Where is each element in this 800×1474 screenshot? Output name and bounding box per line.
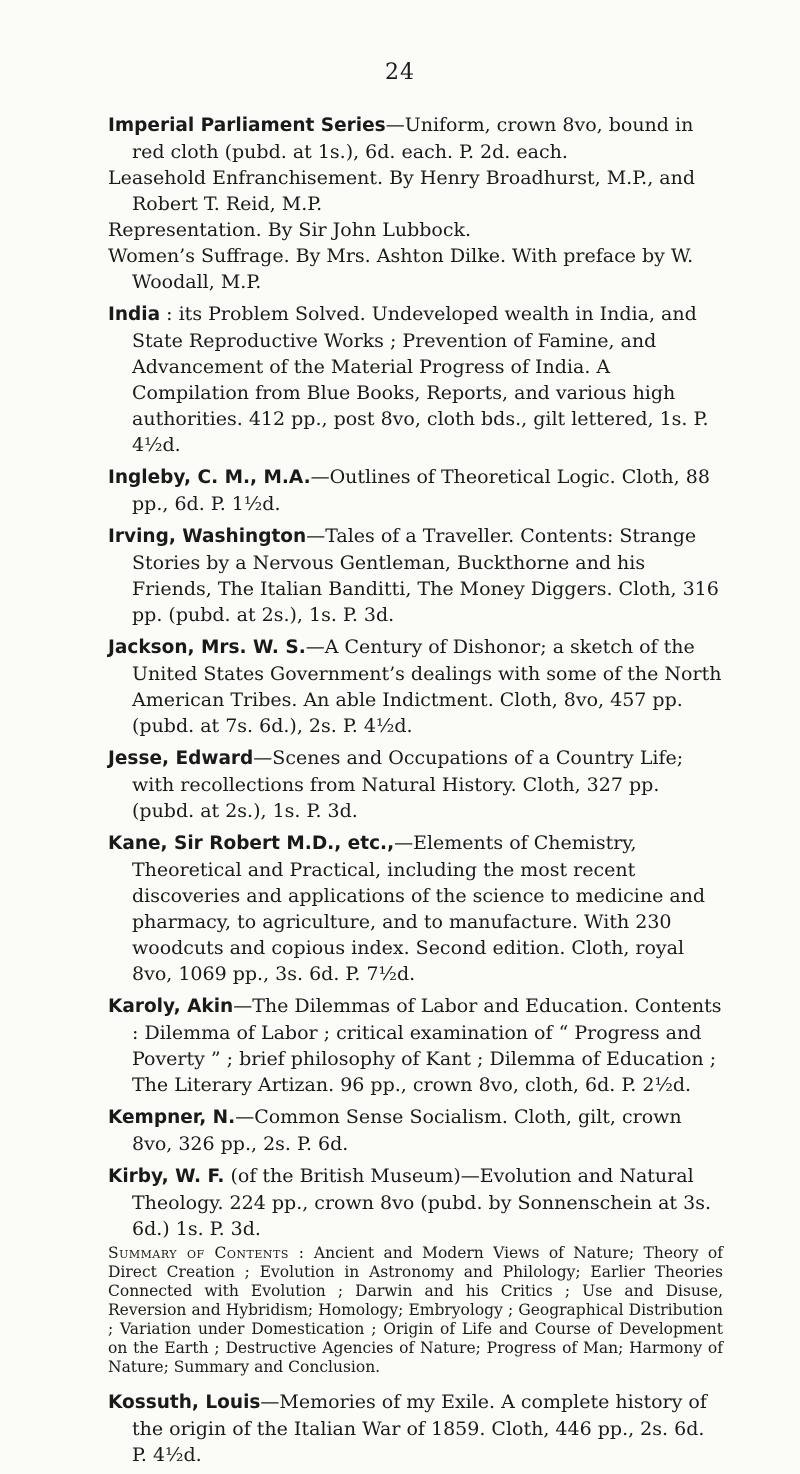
catalog-entry <box>108 634 723 739</box>
catalog-entry <box>108 1163 723 1242</box>
entry-heading: Imperial Parliament Series <box>108 115 386 136</box>
entry-heading: Jesse, Edward <box>108 748 254 769</box>
entry-text: —Outlines of Theoretical Logic. Cloth, 88 pp., 6d. P. 1½d. <box>132 466 710 515</box>
catalog-entry <box>108 112 723 295</box>
catalog-list <box>108 112 723 1474</box>
entry-heading: Karoly, Akin <box>108 996 234 1017</box>
entry-text: —A Century of Dishonor; a sketch of the United States Government’s dealings with some of the North American Tribes. An able Indictment. Cloth, 8vo, 457 pp. (pubd. at 7s. 6d.), 2s. P. 4½d. <box>132 636 722 737</box>
catalog-entry <box>108 745 723 824</box>
entry-heading: Kane, Sir Robert M.D., etc., <box>108 833 395 854</box>
entry-heading: Kirby, W. F. <box>108 1166 225 1187</box>
entry-text: —Elements of Chemistry, Theoretical and Practical, including the most recent discoveries and applications of the science to medicine and pharmacy, to agriculture, and to manufacture. With 230 woodcuts and copious index. Second edition. Cloth, royal 8vo, 1069 pp., 3s. 6d. P. 7½d. <box>132 832 706 985</box>
entry-heading: Ingleby, C. M., M.A. <box>108 467 311 488</box>
catalog-entry <box>108 830 723 987</box>
entry-text: (of the British Museum)—Evolution and Natural Theology. 224 pp., crown 8vo (pubd. by Sonnenschein at 3s. 6d.) 1s. P. 3d. <box>132 1165 711 1240</box>
entry-text: —The Dilemmas of Labor and Education. Contents : Dilemma of Labor ; critical examination of “ Progress and Poverty ” ; brief philosophy of Kant ; Dilemma of Education ; The Literary Artizan. 96 pp., crown 8vo, cloth, 6d. P. 2½d. <box>132 995 722 1096</box>
entry-text: —Common Sense Socialism. Cloth, gilt, crown 8vo, 326 pp., 2s. P. 6d. <box>132 1106 682 1155</box>
contents-summary <box>108 1244 723 1377</box>
entry-heading: India <box>108 304 161 325</box>
catalog-entry <box>108 993 723 1098</box>
entry-text: —Memories of my Exile. A complete history of the origin of the Italian War of 1859. Cloth, 446 pp., 2s. 6d. P. 4½d. <box>132 1391 707 1466</box>
summary-label: Summary of Contents : <box>108 1244 305 1262</box>
entry-heading: Kempner, N. <box>108 1107 236 1128</box>
catalog-entry <box>108 1389 723 1468</box>
entry-text: —Tales of a Traveller. Contents: Strange Stories by a Nervous Gentleman, Buckthorne and his Friends, The Italian Banditti, The Money Diggers. Cloth, 316 pp. (pubd. at 2s.), 1s. P. 3d. <box>132 525 719 626</box>
entry-subitem: Women’s Suffrage. By Mrs. Ashton Dilke. With preface by W. Woodall, M.P. <box>108 245 694 293</box>
entry-heading: Irving, Washington <box>108 526 307 547</box>
catalog-entry <box>108 523 723 628</box>
catalog-entry <box>108 301 723 458</box>
entry-heading: Kossuth, Louis <box>108 1392 261 1413</box>
entry-text: —Uniform, crown 8vo, bound in red cloth (pubd. at 1s.), 6d. each. P. 2d. each. <box>132 114 694 163</box>
entry-text: : its Problem Solved. Undeveloped wealth in India, and State Reproductive Works ; Prevention of Famine, and Advancement of the Material Progress of India. A Compilation from Blue Books, Reports, and various high authorities. 412 pp., post 8vo, cloth bds., gilt lettered, 1s. P. 4½d. <box>132 303 709 456</box>
entry-text: —Scenes and Occupations of a Country Life; with recollections from Natural History. Cloth, 327 pp. (pubd. at 2s.), 1s. P. 3d. <box>132 747 684 822</box>
catalog-entry <box>108 464 723 517</box>
entry-heading: Jackson, Mrs. W. S. <box>108 637 306 658</box>
entry-subitem: Leasehold Enfranchisement. By Henry Broadhurst, M.P., and Robert T. Reid, M.P. <box>108 167 695 215</box>
summary-text: Ancient and Modern Views of Nature; Theory of Direct Creation ; Evolution in Astronomy and Philology; Earlier Theories Connected with Evolution ; Darwin and his Critics ; Use and Disuse, Reversion and Hybridism; Homology; Embryology ; Geographical Distribution ; Variation under Domestication ; Origin of Life and Course of Development on the Earth ; Destructive Agencies of Nature; Progress of Man; Harmony of Nature; Summary and Conclusion. <box>108 1244 723 1376</box>
page-number: 24 <box>385 60 415 85</box>
entry-subitem: Representation. By Sir John Lubbock. <box>108 219 472 241</box>
catalog-entry <box>108 1104 723 1157</box>
